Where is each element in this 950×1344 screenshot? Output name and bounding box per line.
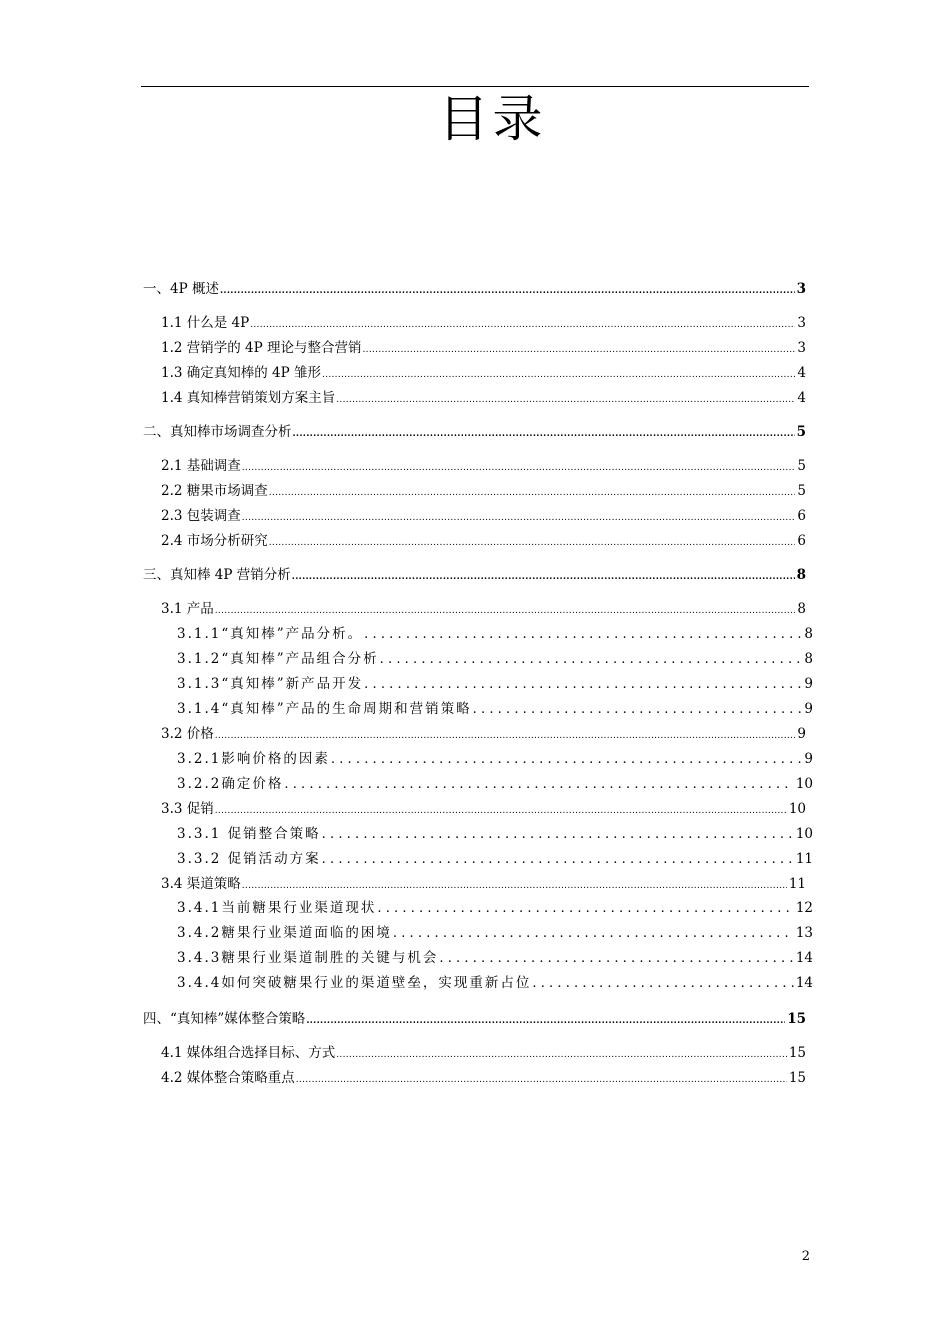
- toc-entry-label: 3.4.2糖果行业渠道面临的困境: [177, 925, 392, 941]
- toc-entry-label: 2.4 市场分析研究: [161, 533, 268, 549]
- toc-entry-page: 8: [804, 651, 813, 667]
- toc-entry-page: 5: [797, 483, 806, 499]
- dot-leader: [331, 750, 803, 769]
- toc-entry[interactable]: [161, 507, 806, 527]
- toc-entry-page: 5: [796, 424, 806, 440]
- toc-entry[interactable]: [143, 1010, 806, 1030]
- toc-entry[interactable]: [177, 924, 813, 943]
- dot-leader: [439, 949, 793, 968]
- toc-entry[interactable]: [177, 675, 813, 694]
- toc-entry-label: 3.4.3糖果行业渠道制胜的关键与机会: [177, 950, 439, 966]
- page-title: 目录: [438, 90, 547, 148]
- dot-leader: [242, 875, 787, 895]
- toc-entry-page: 12: [795, 900, 813, 916]
- toc-entry-label: 1.3 确定真知棒的 4P 雏形: [161, 365, 322, 381]
- toc-entry-page: 14: [795, 975, 813, 991]
- toc-entry[interactable]: [143, 280, 806, 300]
- toc-entry-page: 15: [788, 1070, 806, 1086]
- toc-entry-page: 9: [804, 676, 813, 692]
- toc-entry-page: 10: [788, 801, 806, 817]
- dot-leader: [215, 600, 796, 620]
- dot-leader: [242, 457, 796, 477]
- dot-leader: [322, 850, 794, 869]
- dot-leader: [380, 650, 803, 669]
- toc-entry-label: 3.4 渠道策略: [161, 876, 241, 892]
- toc-entry-label: 3.1 产品: [161, 601, 214, 617]
- toc-entry-label: 一、4P 概述: [143, 281, 219, 297]
- toc-entry-label: 3.1.3“真知棒”新产品开发: [177, 676, 364, 692]
- toc-entry[interactable]: [161, 389, 806, 409]
- dot-leader: [364, 625, 802, 644]
- dot-leader: [284, 775, 793, 794]
- toc-entry-page: 15: [787, 1011, 806, 1027]
- toc-entry[interactable]: [161, 600, 806, 620]
- toc-entry[interactable]: [161, 482, 806, 502]
- dot-leader: [292, 566, 795, 586]
- toc-entry-label: 3.1.2“真知棒”产品组合分析: [177, 651, 379, 667]
- toc-entry[interactable]: [177, 750, 813, 769]
- dot-leader: [322, 825, 794, 844]
- dot-leader: [250, 314, 795, 334]
- toc-entry-page: 10: [795, 826, 813, 842]
- toc-entry[interactable]: [161, 457, 806, 477]
- page-number: 2: [801, 1249, 810, 1264]
- toc-entry-page: 6: [797, 533, 806, 549]
- toc-entry[interactable]: [143, 566, 806, 586]
- toc-entry-page: 9: [804, 751, 813, 767]
- toc-entry[interactable]: [177, 899, 813, 918]
- toc-entry-label: 1.2 营销学的 4P 理论与整合营销: [161, 340, 362, 356]
- dot-leader: [215, 725, 796, 745]
- toc-entry-page: 5: [797, 458, 806, 474]
- toc-entry-label: 3.3.1 促销整合策略: [177, 826, 321, 842]
- dot-leader: [269, 532, 796, 552]
- dot-leader: [363, 339, 796, 359]
- toc-entry[interactable]: [161, 339, 806, 359]
- toc-entry-page: 3: [796, 281, 806, 297]
- toc-entry-label: 2.1 基础调查: [161, 458, 241, 474]
- toc-entry-page: 11: [795, 851, 813, 867]
- toc-entry-label: 1.4 真知棒营销策划方案主旨: [161, 390, 336, 406]
- toc-entry-page: 8: [797, 601, 806, 617]
- dot-leader: [377, 899, 793, 918]
- dot-leader: [322, 364, 795, 384]
- toc-entry-label: 3.2.2确定价格: [177, 776, 284, 792]
- toc-entry[interactable]: [177, 625, 813, 644]
- toc-entry-page: 3: [797, 340, 806, 356]
- toc-entry[interactable]: [161, 532, 806, 552]
- toc-entry-label: 4.2 媒体整合策略重点: [161, 1070, 295, 1086]
- dot-leader: [364, 675, 802, 694]
- dot-leader: [296, 1069, 787, 1089]
- toc-entry-page: 14: [795, 950, 813, 966]
- dot-leader: [269, 482, 796, 502]
- toc-entry[interactable]: [177, 650, 813, 669]
- toc-entry-label: 2.3 包装调查: [161, 508, 241, 524]
- toc-entry-label: 3.2 价格: [161, 726, 214, 742]
- toc-entry-page: 4: [797, 365, 806, 381]
- dot-leader: [242, 507, 796, 527]
- toc-entry-label: 二、真知棒市场调查分析: [143, 424, 292, 440]
- toc-entry[interactable]: [177, 949, 813, 968]
- toc-entry-label: 1.1 什么是 4P: [161, 315, 250, 331]
- toc-entry-page: 10: [795, 776, 813, 792]
- toc-entry[interactable]: [177, 775, 813, 794]
- toc-entry-label: 3.3.2 促销活动方案: [177, 851, 321, 867]
- toc-entry-page: 8: [804, 626, 813, 642]
- toc-entry-label: 3.4.1当前糖果行业渠道现状: [177, 900, 377, 916]
- toc-entry[interactable]: [161, 1069, 806, 1089]
- toc-entry-page: 4: [797, 390, 806, 406]
- toc-entry[interactable]: [177, 700, 813, 719]
- toc-entry-page: 15: [788, 1045, 806, 1061]
- dot-leader: [336, 389, 795, 409]
- toc-entry[interactable]: [161, 314, 806, 334]
- toc-entry-label: 3.2.1影响价格的因素: [177, 751, 330, 767]
- toc-entry-label: 3.3 促销: [161, 801, 214, 817]
- toc-entry[interactable]: [177, 850, 813, 869]
- dot-leader: [215, 800, 787, 820]
- toc-entry[interactable]: [161, 800, 806, 820]
- toc-entry-page: 6: [797, 508, 806, 524]
- dot-leader: [393, 924, 794, 943]
- dot-leader: [220, 280, 795, 300]
- toc-entry-label: 3.4.4如何突破糖果行业的渠道壁垒，实现重新占位: [177, 975, 532, 991]
- toc-entry[interactable]: [177, 825, 813, 844]
- toc-entry-label: 4.1 媒体组合选择目标、方式: [161, 1045, 336, 1061]
- toc-entry[interactable]: [143, 423, 806, 443]
- toc-entry-label: 四、“真知棒”媒体整合策略: [143, 1011, 306, 1027]
- toc-entry[interactable]: [161, 364, 806, 384]
- toc-entry[interactable]: [161, 725, 806, 745]
- toc-entry-page: 11: [788, 876, 806, 892]
- toc-entry-label: 三、真知棒 4P 营销分析: [143, 567, 291, 583]
- toc-entry-page: 9: [797, 726, 806, 742]
- toc-entry-page: 9: [804, 701, 813, 717]
- toc-entry[interactable]: [161, 1044, 806, 1064]
- dot-leader: [473, 700, 803, 719]
- toc-entry-label: 2.2 糖果市场调查: [161, 483, 268, 499]
- toc-entry-page: 3: [797, 315, 806, 331]
- toc-entry-page: 13: [795, 925, 813, 941]
- toc-entry-label: 3.1.1“真知棒”产品分析。: [177, 626, 364, 642]
- toc-entry[interactable]: [177, 974, 813, 993]
- toc-entry[interactable]: [161, 875, 806, 895]
- dot-leader: [306, 1010, 785, 1030]
- toc-entry-page: 8: [796, 567, 806, 583]
- dot-leader: [336, 1044, 787, 1064]
- dot-leader: [293, 423, 795, 443]
- dot-leader: [532, 974, 793, 993]
- toc-entry-label: 3.1.4“真知棒”产品的生命周期和营销策略: [177, 701, 472, 717]
